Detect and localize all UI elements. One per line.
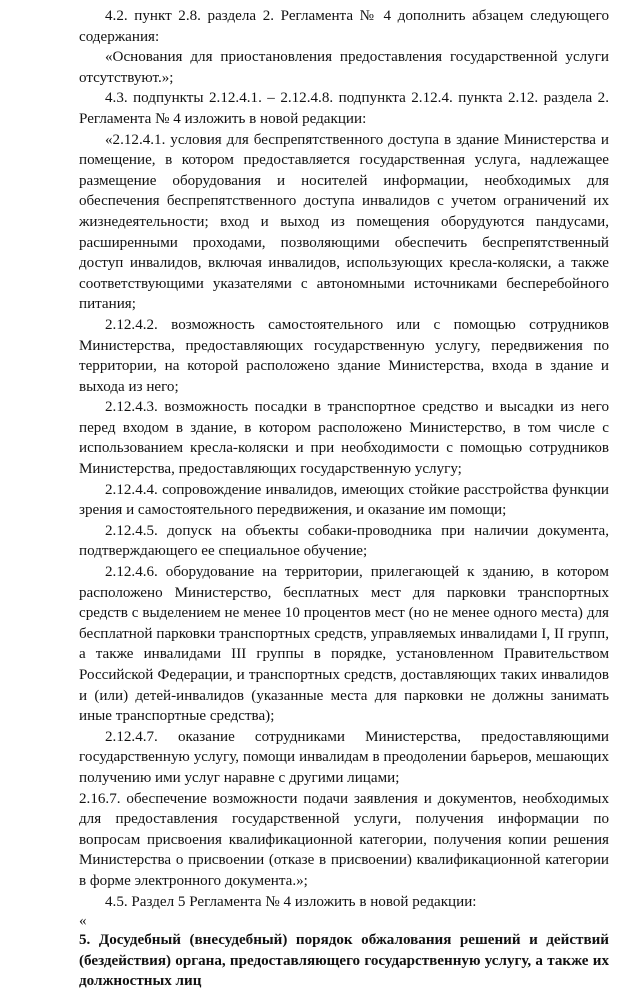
- paragraph-2-16-7: 2.16.7. обеспечение возможности подачи заявления и документов, необходимых для предоставления государственной услуги, получения информации по вопросам присвоения квалификационной категории, получения копии решения Министерства о присвоении (отказе в присвоении) квалификационной категории в форме электронного документа.»;: [79, 790, 609, 889]
- paragraph-2-12-4-6: 2.12.4.6. оборудование на территории, прилегающей к зданию, в котором расположено Министерство, бесплатных мест для парковки транспортных средств с выделением не менее 10 процентов мест (но не менее одного места) для бесплатной парковки транспортных средств, управляемых инвалидами I, II групп, а также инвалидами III группы в порядке, установленном Правительством Российской Федерации, и транспортных средств, доставляющих таких инвалидов и (или) детей-инвалидов (указанные места для парковки не должны занимать иные транспортные средства);: [79, 564, 609, 725]
- paragraph-osnovaniya: «Основания для приостановления предоставления государственной услуги отсутствуют.»;: [79, 49, 609, 86]
- paragraph-2-12-4-1: «2.12.4.1. условия для беспрепятственного доступа в здание Министерства и помещение, в котором предоставляется государственная услуга, надлежащее размещение оборудования и носителей информации, необходимых для обеспечения беспрепятственного доступа инвалидов с учетом ограничений их жизнедеятельности; вход и выход из помещения оборудуются пандусами, расширенными проходами, позволяющими обеспечить беспрепятственный доступ инвалидов, включая инвалидов, использующих кресла-коляски, а также соответствующими указателями с автономными источниками бесперебойного питания;: [79, 131, 609, 313]
- paragraph-2-12-4-5: 2.12.4.5. допуск на объекты собаки-проводника при наличии документа, подтверждающего ее специальное обучение;: [79, 522, 609, 560]
- section-5-heading: 5. Досудебный (внесудебный) порядок обжалования решений и действий (бездействия) органа, предоставляющего государственную услугу, а также их должностных лиц: [79, 932, 609, 990]
- paragraph-4-5: 4.5. Раздел 5 Регламента № 4 изложить в новой редакции:: [105, 893, 477, 910]
- paragraph-2-12-4-4: 2.12.4.4. сопровождение инвалидов, имеющих стойкие расстройства функции зрения и самостоятельного передвижения, и оказание им помощи;: [79, 481, 609, 519]
- paragraph-2-12-4-2: 2.12.4.2. возможность самостоятельного или с помощью сотрудников Министерства, предоставляющих государственную услугу, передвижения по территории, на которой расположено здание Министерства, входа в здание и выхода из него;: [79, 316, 609, 395]
- paragraph-4-3: 4.3. подпункты 2.12.4.1. – 2.12.4.8. подпункта 2.12.4. пункта 2.12. раздела 2. Регламента № 4 изложить в новой редакции:: [79, 90, 609, 127]
- opening-quote-mark: «: [79, 913, 87, 930]
- paragraph-4-2: 4.2. пункт 2.8. раздела 2. Регламента № 4 дополнить абзацем следующего содержания:: [79, 8, 609, 45]
- paragraph-2-12-4-3: 2.12.4.3. возможность посадки в транспортное средство и высадки из него перед входом в здание, в котором расположено Министерство, в том числе с использованием кресла-коляски и при необходимости с помощью сотрудников Министерства, предоставляющих государственную услугу;: [79, 399, 609, 478]
- paragraph-2-12-4-7: 2.12.4.7. оказание сотрудниками Министерства, предоставляющими государственную услугу, помощи инвалидам в преодолении барьеров, мешающих получению ими услуг наравне с другими лицами;: [79, 728, 609, 786]
